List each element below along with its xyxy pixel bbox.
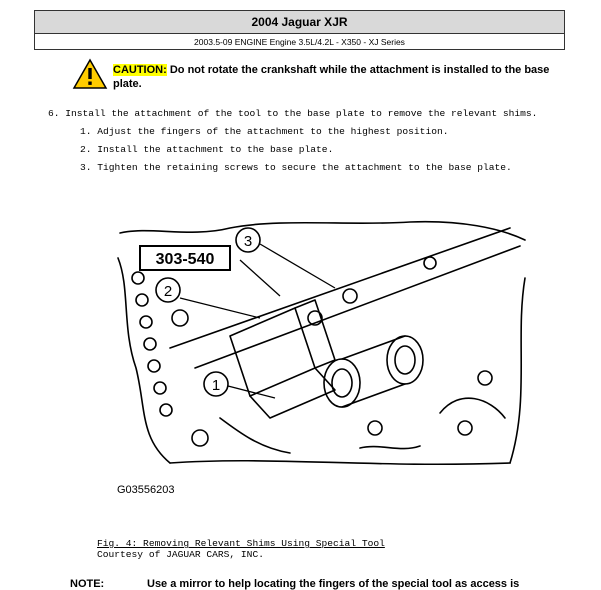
step-number: 6.: [48, 108, 60, 119]
warning-triangle-icon: [72, 58, 108, 90]
callout-3: 3: [243, 233, 253, 250]
substep-number: 1.: [80, 126, 92, 137]
substep-text: Adjust the fingers of the attachment to the highest position.: [97, 126, 449, 137]
callout-2: 2: [163, 283, 173, 300]
substep: [80, 144, 333, 155]
substep-text: Tighten the retaining screws to secure the attachment to the base plate.: [97, 162, 512, 173]
engine-tool-illustration: [110, 218, 530, 468]
tool-part-number: 303-540: [155, 251, 215, 268]
caption-title: Fig. 4: Removing Relevant Shims Using Special Tool: [97, 538, 385, 549]
substep: [80, 162, 512, 173]
substep-number: 2.: [80, 144, 92, 155]
document-header: [34, 10, 565, 50]
document-subtitle: 2003.5-09 ENGINE Engine 3.5L/4.2L - X350 - XJ Series: [194, 37, 405, 47]
substep-text: Install the attachment to the base plate.: [97, 144, 334, 155]
note-text: Use a mirror to help locating the fingers of the special tool as access is: [147, 578, 520, 590]
note: [70, 578, 520, 590]
note-label: NOTE:: [70, 578, 105, 590]
substep: [80, 126, 448, 137]
figure-caption: [97, 538, 385, 560]
caution-message: [113, 63, 553, 91]
caption-credit: Courtesy of JAGUAR CARS, INC.: [97, 549, 264, 560]
caution-label: CAUTION:: [113, 64, 167, 76]
document-title: 2004 Jaguar XJR: [35, 11, 564, 34]
figure-id: G03556203: [117, 484, 175, 496]
procedure-step: [48, 108, 537, 119]
caution-text: Do not rotate the crankshaft while the attachment is installed to the base plate.: [113, 64, 550, 90]
callout-1: 1: [211, 377, 221, 394]
step-text: Install the attachment of the tool to the base plate to remove the relevant shims.: [65, 108, 538, 119]
substep-number: 3.: [80, 162, 92, 173]
